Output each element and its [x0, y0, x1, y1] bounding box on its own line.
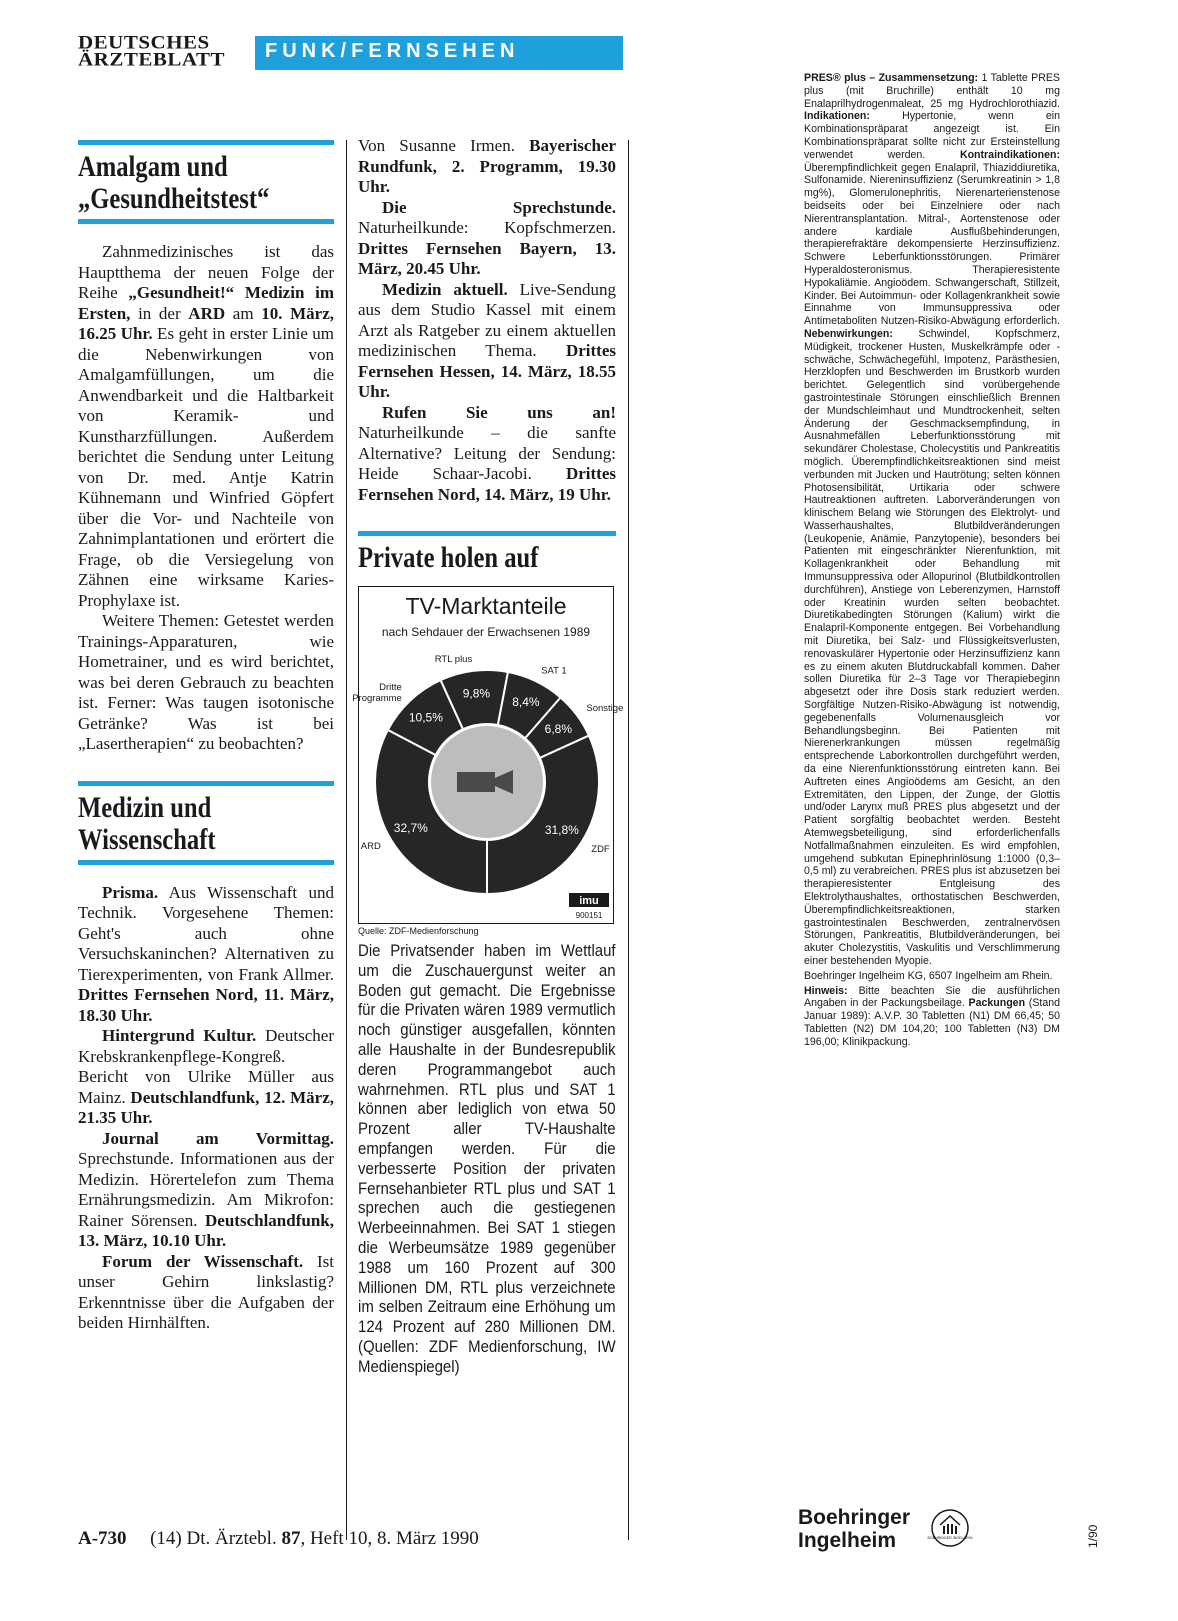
program-item: [78, 883, 334, 1027]
value-label-zdf: 31,8%: [544, 823, 579, 838]
bold-run: Deutschlandfunk, 13. März, 10.10 Uhr.: [78, 1210, 334, 1250]
donut-chart: [352, 587, 624, 925]
pharma-paragraph: [804, 985, 1060, 1049]
program-listing: [78, 883, 334, 1334]
program-item: [358, 280, 616, 403]
headline-rule: [78, 140, 334, 145]
issue-code: 1/90: [1086, 1524, 1100, 1548]
column-divider: [628, 140, 629, 1540]
category-label-zdf: ZDF: [591, 844, 610, 856]
category-label-ard: ARD: [360, 841, 381, 853]
category-label-sat1: SAT 1: [541, 665, 567, 677]
article-paragraph: [78, 242, 334, 611]
headline-private: Private holen auf: [358, 541, 539, 574]
bold-run: Indikationen:: [804, 110, 870, 123]
headline-rule: [78, 219, 334, 224]
citation: (14) Dt. Ärztebl.: [150, 1528, 282, 1549]
bold-run: Drittes Fernsehen Nord, 11. März, 18.30 Uhr.: [78, 985, 334, 1025]
journal-logo: DEUTSCHES ÄRZTEBLATT: [78, 31, 225, 70]
text-run: Boehringer Ingelheim KG, 6507 Ingelheim am Rhein.: [804, 969, 1053, 982]
program-item: [78, 1129, 334, 1252]
text-run: (Stand Januar 1989): A.V.P. 30 Tabletten (N1) DM 66,45; 50 Tabletten (N2) DM 104,20; 100 Tabletten (N3) DM 196,00; Klinikpackung.: [804, 997, 1061, 1048]
program-item: [358, 403, 616, 506]
article-paragraph: [78, 611, 334, 755]
text-run: in der: [130, 303, 189, 323]
tv-market-share-chart: [352, 586, 624, 924]
bold-run: Prisma.: [102, 882, 159, 902]
section-band: [255, 36, 623, 70]
text-run: Live-Sendung aus dem Studio Kassel mit einem Arzt als Ratgeber zu einem aktuellen medizinischen Thema.: [358, 279, 616, 360]
bold-run: Drittes Fernsehen Bayern, 13. März, 20.45 Uhr.: [358, 238, 616, 278]
program-item: [78, 1026, 334, 1129]
value-label-sonstige: 6,8%: [544, 721, 573, 736]
page-footer: [78, 1528, 479, 1550]
headline-medizin: Medizin und Wissenschaft: [78, 790, 216, 856]
value-label-dritte: 10,5%: [408, 710, 443, 725]
text-run: Hypertonie, wenn ein Kombinationspräparat angezeigt ist. Ein Kombinationspräparat sollte nicht zur Ersteinstellung verwendet werden.: [804, 110, 1060, 161]
headline-amalgam: Amalgam und „Gesundheitstest“: [78, 150, 270, 215]
text-run: Zahnmedizinisches ist das Hauptthema der neuen Folge der Reihe: [78, 242, 334, 302]
boehringer-logo-icon: [927, 1508, 973, 1548]
value-label-sat1: 8,4%: [512, 694, 540, 709]
brand-name: Boehringer Ingelheim: [798, 1506, 911, 1552]
bold-run: Hinweis:: [804, 984, 848, 997]
bold-run: Hintergrund Kultur.: [102, 1026, 257, 1045]
section-title: FUNK/FERNSEHEN: [265, 40, 520, 62]
text-run: Überempfindlichkeit gegen Enalapril, Thiaziddiuretika, Sulfonamide. Niereninsuffizienz (Serumkreatinin > 1,8 mg%), Glomerulonephritis, Nierenarterienstenose beidseits oder bei Einzelniere oder nach Nierentransplantation. Mitral-, Aortenstenose oder andere kardiale Ausflußbehinderungen, therapierefraktäre dekompensierte Herzinsuffizienz. Schwere Leberfunktionsstörungen. Primärer Hyperaldosteronismus. Therapieresistente Hypokaliämie. Angioödem. Schwangerschaft, Stillzeit, Kinder. Bei Autoimmun- oder Kollagenkrankheit sowie Einnahme von Immunsuppressiva oder Antimetaboliten Nutzen-Risiko-Abwägung erforderlich.: [804, 161, 1060, 328]
bold-run: Rufen Sie uns an!: [382, 402, 616, 422]
volume: 87: [281, 1528, 301, 1549]
bold-run: Drittes Fernsehen Nord, 14. März, 19 Uhr.: [358, 464, 616, 504]
text-run: am: [225, 303, 262, 323]
text-run: Ist unser Gehirn linkslastig? Erkenntnisse über die Aufgaben der beiden Hirnhälften.: [78, 1251, 335, 1332]
text-run: Deutscher Krebskrankenpflege-Kongreß. Bericht von Ulrike Müller aus Mainz.: [78, 1026, 334, 1107]
value-label-rtl: 9,8%: [462, 686, 491, 701]
bold-run: Bayerischer Rundfunk, 2. Programm, 19.30 Uhr.: [358, 136, 616, 196]
bold-run: Medizin aktuell.: [382, 279, 508, 299]
pharma-paragraph: [804, 970, 1060, 983]
bold-run: 10. März, 16.25 Uhr.: [78, 303, 334, 343]
program-item: [358, 136, 616, 198]
page-number: A-730: [78, 1528, 127, 1549]
bold-run: Kontraindikationen:: [959, 148, 1060, 161]
chart-source: Quelle: ZDF-Medienforschung: [358, 926, 479, 936]
text-run: Naturheilkunde: Kopfschmerzen.: [358, 218, 616, 237]
chart-title: TV-Marktanteile: [405, 593, 567, 619]
text-run: Schwindel, Kopfschmerz, Müdigkeit, trockener Husten, Muskelkrämpfe oder -schwäche, Schwächegefühl, Impotenz, Parästhesien, Herzklopfen und Beschwerden im Brustkorb wurden berichtet. Gelegentlich sind vorübergehende gastrointestinale Störungen einschließlich Brennen der Mundschleimhaut und Mundtrockenheit, selten Änderung der Geschmacksempfindung, in Ausnahmefällen Leberfunktionsstörung mit sekundärer Cholestase, Cholecystitis und Pankreatitis möglich. Überempfindlichkeitsreaktionen sind meist verbunden mit Jucken und Hautrötung; selten können Photosensibilität, Urtikaria oder schwere Hautreaktionen auftreten. Laborveränderungen von klinischem Belang wie Störungen des Elektrolyt- und Wasserhaushaltes, Blutbildveränderungen (Leukopenie, Anämie, Panzytopenie), besonders bei Patienten mit eingeschränkter Nierenfunktion, mit Kollagenkrankheit oder Behandlung mit Immunsuppressiva oder Allopurinol (Blutbildkontrollen durchführen), Anstiege von Leberenzymen, Harnstoff oder Kreatinin wurden selten beobachtet. Diuretikabedingten Störungen (Kalium) wirkt die Enalapril-Komponente entgegen. Bei Vorbehandlung mit Diuretika, bei Salz- und Flüssigkeitsverlusten, renovaskulärer Hypertonie oder Herzinsuffizienz kann es zu einem akuten Blutdruckabfall kommen. Daher sollen Diuretika für 2–3 Tage vor Therapiebeginn abgesetzt oder ihre Dosis stark reduziert werden. Sorgfältige Nutzen-Risiko-Abwägung ist notwendig, gegebenenfalls Volumenausgleich vor Behandlungsbeginn. Bei Patienten mit Nierenerkrankungen müssen regelmäßig entsprechende Laborkontrollen durchgeführt werden, da eine Nierenfunktionsstörung eintreten kann. Bei Auftreten eines Angioödems am Gesicht, an den Extremitäten, den Lippen, der Zunge, der Glottis und/oder Larynx muß PRES plus abgesetzt und der Patient sorgfältig beobachtet werden. Besteht Atemwegsbeteiligung, sind erforderlichenfalls Notfallmaßnahmen einzuleiten. Es wird empfohlen, umgehend subkutan Epinephrinlösung 1:1000 (0,3–0,5 ml) zu verabreichen. PRES plus ist abzusetzen bei therapieresistenter Entgleisung des Elektrolythaushaltes, orthostatischen Beschwerden, Überempfindlichkeitsreaktionen, starken gastrointestinalen Beschwerden, zentralnervösen Störungen, Pankreatitis, Blutbildveränderungen, bei akuter Cholezystitis, Vaskulitis und Verschlimmerung einer bestehenden Myopie.: [804, 327, 1060, 967]
bold-run: Die Sprechstunde.: [382, 197, 616, 217]
category-label-sonstige: Sonstige: [586, 702, 624, 714]
bold-run: Drittes Fernsehen Hessen, 14. März, 18.55 Uhr.: [358, 341, 616, 401]
program-item: [78, 1252, 334, 1334]
text-run: Naturheilkunde – die sanfte Alternative? Leitung der Sendung: Heide Schaar-Jacobi.: [358, 423, 616, 483]
text-run: Weitere Themen: Getestet werden Trainings-Apparaturen, wie Hometrainer, und es wird berichtet, was bei deren Gebrauch zu beachten ist. Ferner: Was taugen isotonische Getränke? Was ist bei „Lasertherapien“ zu beobachten?: [78, 611, 334, 753]
category-label-rtl: RTL plus: [434, 653, 473, 665]
headline-rule: [78, 781, 334, 786]
imu-badge-text: imu: [579, 895, 599, 907]
bold-run: ARD: [188, 303, 226, 323]
column-left: [78, 140, 334, 1334]
masthead: [78, 31, 623, 74]
text-run: Von Susanne Irmen.: [358, 136, 530, 155]
headline-rule: [78, 860, 334, 865]
imu-badge-code: 900151: [575, 911, 603, 920]
category-label-dritte: Programme: [352, 692, 402, 704]
column-divider: [346, 140, 347, 1540]
value-label-ard: 32,7%: [393, 821, 428, 836]
bold-run: Forum der Wissenschaft.: [102, 1251, 304, 1271]
text-run: 1 Tablette PRES plus (mit Bruchrille) enthält 10 mg Enalaprilhydrogenmaleat, 25 mg Hydrochlorothiazid.: [804, 72, 1060, 110]
bold-run: PRES® plus – Zusammensetzung:: [804, 72, 979, 84]
pharma-paragraph: [804, 72, 1060, 968]
seal-text: BOEHRINGER INGELHEIM: [927, 1536, 973, 1540]
article-paragraph: Die Privatsender haben im Wettlauf um die Zuschauergunst weiter an Boden gut gemacht. Die Ergebnisse für die Privaten wären 1989 vermutlich noch günstiger ausgefallen, könnten alle Haushalte in der Bundesrepublik deren Programmangebot auch wahrnehmen. RTL plus und SAT 1 können aber lediglich von etwa 50 Prozent aller TV-Haushalte empfangen werden. Für die verbesserte Position der privaten Fernsehanbieter RTL plus und SAT 1 sprechen auch die gestiegenen Werbeeinnahmen. Bei SAT 1 stiegen die Werbeumsätze 1989 gegenüber 1988 um 160 Prozent auf 300 Millionen DM, RTL plus verzeichnete im selben Zeitraum eine Erhöhung um 124 Prozent auf 280 Millionen DM. (Quellen: ZDF Medienforschung, IW Medienspiegel): [358, 942, 616, 1376]
pharma-ad-text: [804, 72, 1060, 1051]
bold-run: Journal am Vormittag.: [102, 1128, 334, 1148]
text-run: Aus Wissenschaft und Technik. Vorgesehene Themen: Geht's auch ohne Versuchskaninchen? Alternativen zu Tierexperimenten, von Frank Allmer.: [78, 882, 334, 984]
citation-rest: , Heft 10, 8. März 1990: [300, 1528, 479, 1549]
bold-run: Deutschlandfunk, 12. März, 21.35 Uhr.: [78, 1087, 334, 1127]
bold-run: „Gesundheit!“ Medizin im Ersten,: [78, 283, 335, 323]
column-middle: [352, 136, 624, 1378]
bold-run: Nebenwirkungen:: [804, 327, 893, 340]
bold-run: Packungen: [968, 997, 1026, 1010]
program-item: [358, 198, 616, 280]
text-run: Bitte beachten Sie die ausführlichen Angaben in der Packungsbeilage.: [804, 984, 1060, 1010]
text-run: Sprechstunde. Informationen aus der Medizin. Hörertelefon zum Thema Ernährungsmedizin. Am Mikrofon: Rainer Sörensen.: [78, 1149, 334, 1230]
category-label-dritte: Dritte: [379, 681, 402, 693]
headline-rule: [358, 531, 616, 536]
chart-subtitle: nach Sehdauer der Erwachsenen 1989: [381, 625, 591, 639]
program-listing: [358, 136, 616, 505]
text-run: Es geht in erster Linie um die Nebenwirkungen von Amalgamfüllungen, um die Anwendbarkeit und die Haltbarkeit von Keramik- und Kunstharzfüllungen. Außerdem berichtet die Sendung unter Leitung von Dr. med. Antje Katrin Kühnemann und Winfried Göpfert über die Vor- und Nachteile von Zahnimplantationen und erörtert die Frage, ob die Versiegelung von Zähnen eine wirksame Karies-Prophylaxe ist.: [78, 324, 335, 610]
